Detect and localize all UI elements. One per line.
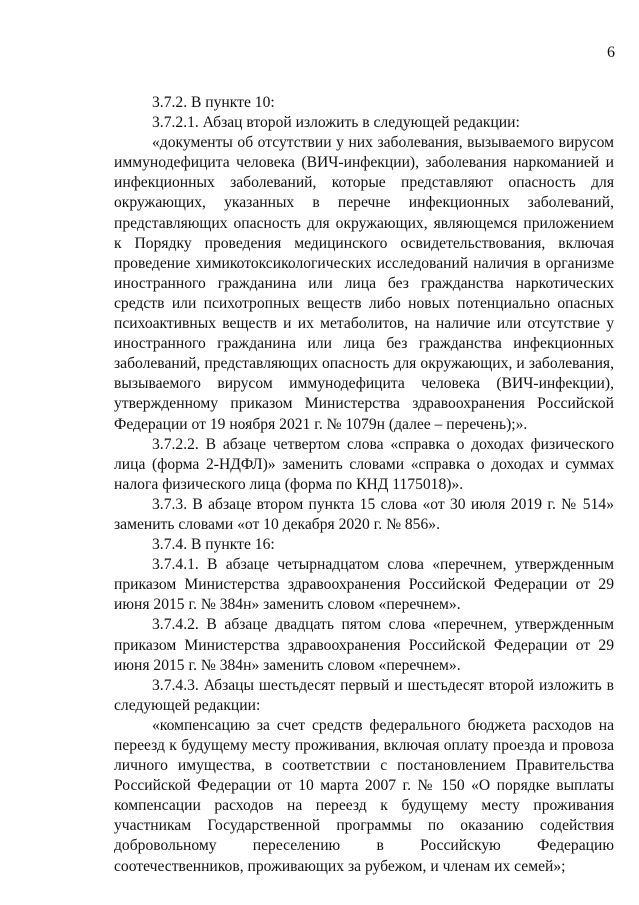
page-number: 6 [607, 44, 615, 61]
paragraph-quote-compensation: «компенсацию за счет средств федерального бюджета расходов на переезд к будущему месту проживания, включая оплату проезда и провоза личного имущества, в соответствии с постановлением Правительства Российской Федерации от 10 марта 2007 г. № 150 «О порядке выплаты компенсации расходов на переезд к будущему месту проживания участникам Государственной программы по оказанию содействия добровольному переселению в Российскую Федерацию соотечественников, проживающих за рубежом, и членам их семей»; [114, 716, 614, 875]
document-body [114, 93, 614, 877]
paragraph-3-7-4: 3.7.4. В пункте 16: [152, 536, 275, 554]
paragraph-quote-documents: «документы об отсутствии у них заболевания, вызываемого вирусом иммунодефицита человека (ВИЧ-инфекции), заболевания наркоманией и инфекционных заболеваний, которые представляют опасность для окружающих, указанных в перечне инфекционных заболеваний, представляющих опасность для окружающих, являющемся приложением к Порядку проведения медицинского освидетельствования, включая проведение химикотоксикологических исследований наличия в организме иностранного гражданина или лица без гражданства наркотических средств или психотропных веществ либо новых потенциально опасных психоактивных веществ и их метаболитов, на наличие или отсутствие у иностранного гражданина или лица без гражданства инфекционных заболеваний, представляющих опасность для окружающих, и заболевания, вызываемого вирусом иммунодефицита человека (ВИЧ-инфекции), утвержденному приказом Министерства здравоохранения Российской Федерации от 19 ноября 2021 г. № 1079н (далее – перечень);». [114, 134, 614, 433]
paragraph-3-7-2-2: 3.7.2.2. В абзаце четвертом слова «справка о доходах физического лица (форма 2-НДФЛ)» заменить словами «справка о доходах и суммах налога физического лица (форма по КНД 1175018)». [114, 435, 614, 493]
paragraph-3-7-2: 3.7.2. В пункте 10: [152, 94, 275, 111]
paragraph-3-7-4-1: 3.7.4.1. В абзаце четырнадцатом слова «перечнем, утвержденным приказом Министерства здравоохранения Российской Федерации от 29 июня 2015 г. № 384н» заменить словом «перечнем». [114, 556, 614, 614]
paragraph-3-7-4-3: 3.7.4.3. Абзацы шестьдесят первый и шестьдесят второй изложить в следующей редакции: [114, 676, 614, 714]
paragraph-3-7-4-2: 3.7.4.2. В абзаце двадцать пятом слова «перечнем, утвержденным приказом Министерства здравоохранения Российской Федерации от 29 июня 2015 г. № 384н» заменить словом «перечнем». [114, 616, 614, 674]
paragraph-3-7-2-1: 3.7.2.1. Абзац второй изложить в следующей редакции: [152, 114, 520, 132]
paragraph-3-7-3: 3.7.3. В абзаце втором пункта 15 слова «от 30 июля 2019 г. № 514» заменить словами «от 10 декабря 2020 г. № 856». [114, 495, 614, 533]
